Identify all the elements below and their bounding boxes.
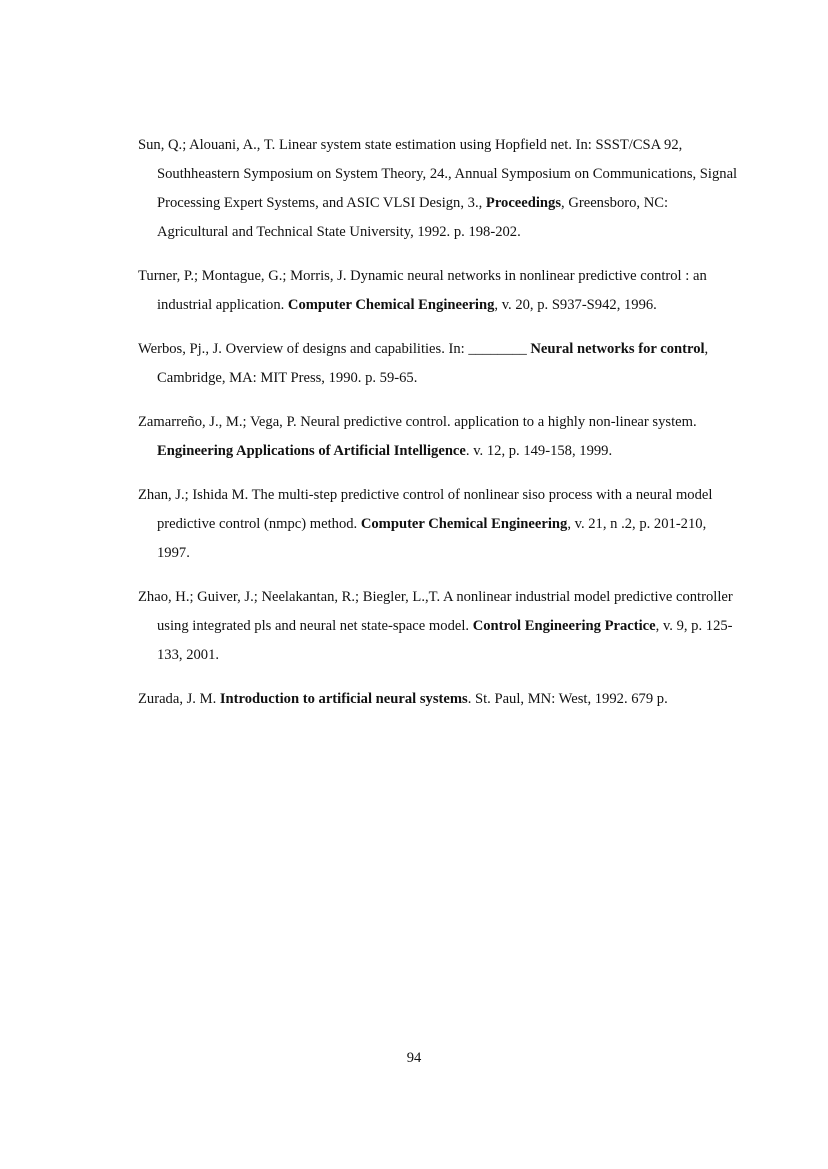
reference-authors-title: Zhao, H.; Guiver, J.; Neelakantan, R.; Biegler, L.,T. A nonlinear industrial model predictive controller using integrated pls and neural net state-space model. [138,589,733,634]
reference-publication-details: , Cambridge, MA: MIT Press, 1990. p. 59-65. [157,341,709,386]
reference-source-title: Engineering Applications of Artificial Intelligence [157,443,466,459]
reference-turner [138,262,738,320]
reference-list [138,131,738,729]
page-number: 94 [406,1050,422,1066]
reference-authors-title: Werbos, Pj., J. Overview of designs and capabilities. In: ________ [138,341,531,357]
reference-sun [138,131,738,247]
reference-authors-title: Zhan, J.; Ishida M. The multi-step predictive control of nonlinear siso process with a neural model predictive control (nmpc) method. [138,487,713,532]
reference-publication-details: , v. 9, p. 125-133, 2001. [157,618,733,663]
reference-zhan [138,481,738,568]
reference-publication-details: . v. 12, p. 149-158, 1999. [465,443,613,459]
reference-source-title: Proceedings [485,195,562,211]
reference-publication-details: . St. Paul, MN: West, 1992. 679 p. [467,691,668,707]
reference-zamarreno [138,408,738,466]
reference-authors-title: Zurada, J. M. [138,691,220,707]
reference-zhao [138,583,738,670]
reference-source-title: Computer Chemical Engineering [360,516,568,532]
reference-source-title: Introduction to artificial neural systems [219,691,468,707]
reference-source-title: Control Engineering Practice [472,618,656,634]
reference-werbos [138,335,738,393]
reference-source-title: Computer Chemical Engineering [287,297,495,313]
reference-publication-details: , v. 20, p. S937-S942, 1996. [494,297,657,313]
reference-publication-details: , v. 21, n .2, p. 201-210, 1997. [157,516,707,561]
reference-source-title: Neural networks for control [530,341,705,357]
reference-authors-title: Sun, Q.; Alouani, A., T. Linear system state estimation using Hopfield net. In: SSST/CSA 92, Southheastern Symposium on System Theory, 24., Annual Symposium on Communications, Signal Processing Expert Systems, and ASIC VLSI Design, 3., [138,137,738,211]
reference-zurada [138,685,738,714]
reference-authors-title: Turner, P.; Montague, G.; Morris, J. Dynamic neural networks in nonlinear predictive control : an industrial application. [138,268,707,313]
reference-publication-details: , Greensboro, NC: Agricultural and Technical State University, 1992. p. 198-202. [157,195,669,240]
reference-authors-title: Zamarreño, J., M.; Vega, P. Neural predictive control. application to a highly non-linear system. [138,414,697,430]
